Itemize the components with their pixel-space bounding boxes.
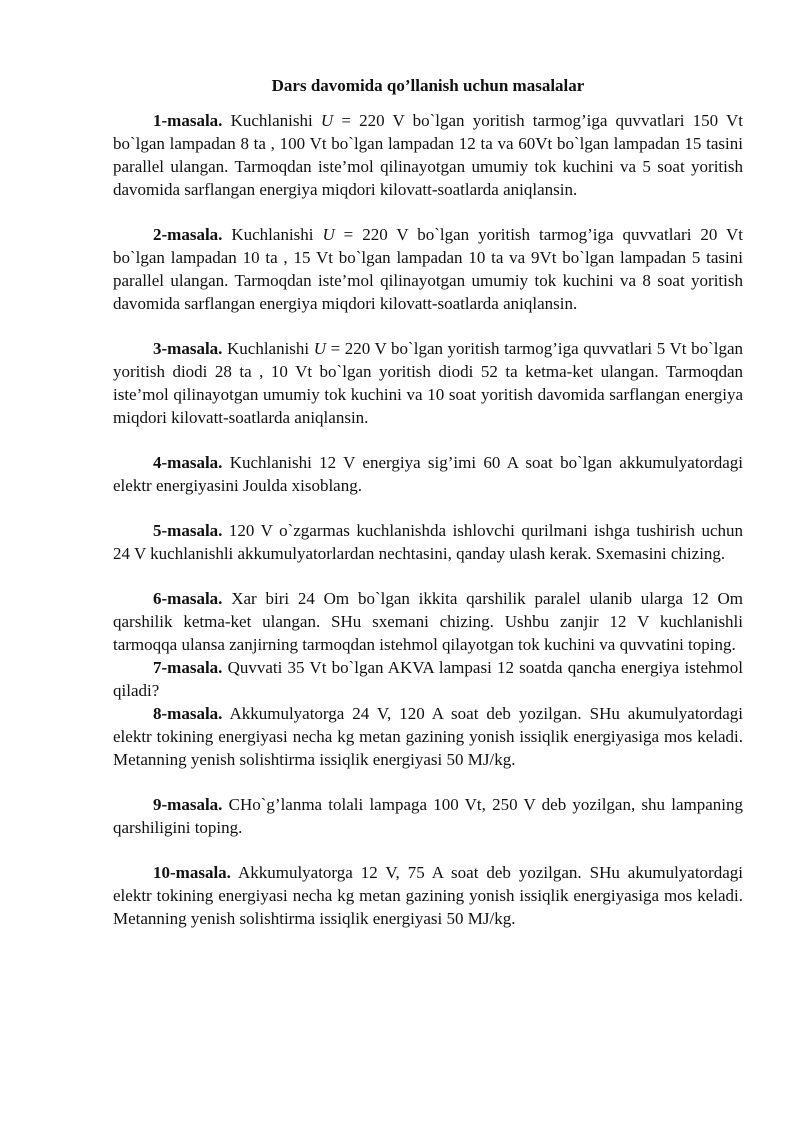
problem-2-var: U [322, 225, 335, 244]
problem-9 [113, 793, 743, 839]
problem-3-text-a: Kuchlanishi [222, 339, 314, 358]
problem-1-label: 1-masala. [153, 111, 223, 130]
spacer [113, 771, 743, 793]
problem-2-label: 2-masala. [153, 225, 223, 244]
spacer [113, 497, 743, 519]
problem-3 [113, 337, 743, 429]
problem-7-text: Quvvati 35 Vt bo`lgan AKVA lampasi 12 soatda qancha energiya istehmol qiladi? [113, 658, 743, 700]
problem-4-text: Kuchlanishi 12 V energiya sig’imi 60 A soat bo`lgan akkumulyatordagi elektr energiyasini Joulda xisoblang. [113, 453, 743, 495]
problem-2-text-b: = 220 V bo`lgan yoritish tarmog’iga quvvatlari 20 Vt bo`lgan lampadan 10 ta , 15 Vt bo`lgan lampadan 10 ta va 9Vt bo`lgan lampadan 5 tasini parallel ulangan. Tarmoqdan iste’mol qilinayotgan umumiy tok kuchini va 8 soat yoritish davomida sarflangan energiya miqdori kilovatt-soatlarda aniqlansin. [113, 225, 743, 313]
document-page [113, 74, 743, 930]
problem-8 [113, 702, 743, 771]
problem-1-text-a: Kuchlanishi [222, 111, 321, 130]
spacer [113, 315, 743, 337]
spacer [113, 429, 743, 451]
problem-3-label: 3-masala. [153, 339, 223, 358]
problem-8-label: 8-masala. [153, 704, 223, 723]
problem-5-text: 120 V o`zgarmas kuchlanishda ishlovchi qurilmani ishga tushirish uchun 24 V kuchlanishli akkumulyatorlardan nechtasini, qanday ulash kerak. Sxemasini chizing. [113, 521, 743, 563]
problem-7-label: 7-masala. [153, 658, 223, 677]
problem-1-text-b: = 220 V bo`lgan yoritish tarmog’iga quvvatlari 150 Vt bo`lgan lampadan 8 ta , 100 Vt bo`lgan lampadan 12 ta va 60Vt bo`lgan lampadan 15 tasini parallel ulangan. Tarmoqdan iste’mol qilinayotgan umumiy tok kuchini va 5 soat yoritish davomida sarflangan energiya miqdori kilovatt-soatlarda aniqlansin. [113, 111, 743, 199]
problem-4 [113, 451, 743, 497]
problem-3-text-b: = 220 V bo`lgan yoritish tarmog’iga quvvatlari 5 Vt bo`lgan yoritish diodi 28 ta , 10 Vt bo`lgan yoritish diodi 52 ta ketma-ket ulangan. Tarmoqdan iste’mol qilinayotgan umumiy tok kuchini va 10 soat yoritish davomida sarflangan energiya miqdori kilovatt-soatlarda aniqlansin. [113, 339, 743, 427]
problem-10 [113, 861, 743, 930]
problem-10-text: Akkumulyatorga 12 V, 75 A soat deb yozilgan. SHu akumulyatordagi elektr tokining energiyasi necha kg metan gazining yonish issiqlik energiyasiga mos keladi. Metanning yenish solishtirma issiqlik energiyasi 50 MJ/kg. [113, 863, 743, 928]
problem-7 [113, 656, 743, 702]
problem-6-text: Xar biri 24 Om bo`lgan ikkita qarshilik paralel ulanib ularga 12 Om qarshilik ketma-ket ulangan. SHu sxemani chizing. Ushbu zanjir 12 V kuchlanishli tarmoqqa ulansa zanjirning tarmoqdan istehmol qilayotgan tok kuchini va quvvatini toping. [113, 589, 743, 654]
problem-4-label: 4-masala. [153, 453, 223, 472]
problem-8-text: Akkumulyatorga 24 V, 120 A soat deb yozilgan. SHu akumulyatordagi elektr tokining energiyasi necha kg metan gazining yonish issiqlik energiyasiga mos keladi. Metanning yenish solishtirma issiqlik energiyasi 50 MJ/kg. [113, 704, 743, 769]
spacer [113, 565, 743, 587]
problem-3-var: U [313, 339, 327, 358]
problem-10-label: 10-masala. [153, 863, 231, 882]
problem-2-text-a: Kuchlanishi [222, 225, 323, 244]
problem-6 [113, 587, 743, 656]
problem-9-label: 9-masala. [153, 795, 223, 814]
problem-2 [113, 223, 743, 315]
problem-1 [113, 109, 743, 201]
spacer [113, 201, 743, 223]
problem-5 [113, 519, 743, 565]
spacer [113, 839, 743, 861]
problem-6-label: 6-masala. [153, 589, 223, 608]
page-title: Dars davomida qo’llanish uchun masalalar [271, 76, 585, 95]
problem-1-var: U [320, 111, 334, 130]
problem-5-label: 5-masala. [153, 521, 223, 540]
problem-9-text: CHo`g’lanma tolali lampaga 100 Vt, 250 V deb yozilgan, shu lampaning qarshiligini toping. [113, 795, 743, 837]
